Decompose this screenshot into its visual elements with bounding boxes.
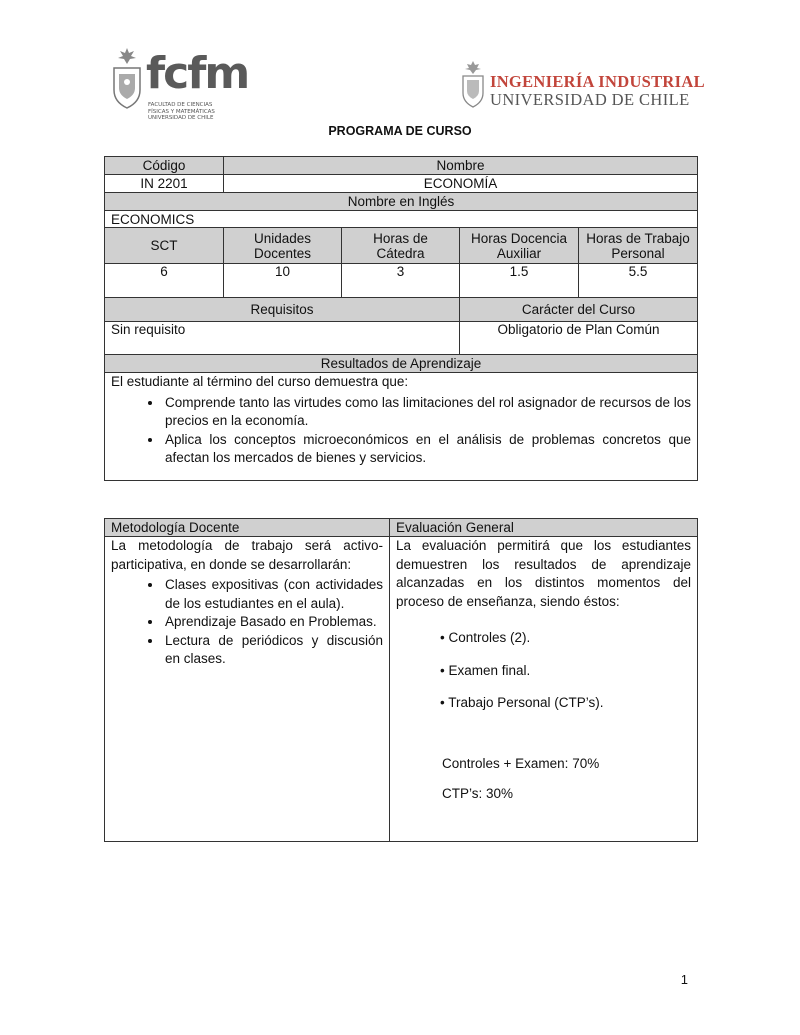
- ii-title: INGENIERÍA INDUSTRIAL: [490, 72, 705, 91]
- ponderacion-controles: Controles + Examen: 70%: [442, 755, 600, 771]
- list-item: • Clases expositivas (con actividades de los estudiantes en el aula).: [163, 576, 383, 613]
- caracter-value: Obligatorio de Plan Común: [460, 322, 698, 355]
- sct-value: 6: [105, 264, 224, 298]
- document-title: PROGRAMA DE CURSO: [328, 124, 472, 138]
- horas-auxiliar-value: 1.5: [460, 264, 579, 298]
- nombre-ingles-label: Nombre en Inglés: [105, 193, 698, 211]
- university-seal-icon: [110, 46, 144, 112]
- evaluacion-label: Evaluación General: [390, 519, 698, 537]
- codigo-label: Código: [105, 157, 224, 175]
- resultados-label: Resultados de Aprendizaje: [105, 355, 698, 373]
- horas-trabajo-value: 5.5: [579, 264, 698, 298]
- resultados-cell: [105, 373, 698, 481]
- unidades-docentes-header: Unidades Docentes: [224, 228, 342, 264]
- metodologia-intro: La metodología de trabajo será activo-participativa, en donde se desarrollarán:: [111, 538, 383, 572]
- list-item: • Comprende tanto las virtudes como las limitaciones del rol asignador de recursos de los precios en la economía.: [163, 394, 691, 431]
- ii-university: UNIVERSIDAD DE CHILE: [490, 90, 690, 109]
- list-item: • Aplica los conceptos microeconómicos en el análisis de problemas concretos que afectan los mercados de bienes y servicios.: [163, 431, 691, 468]
- horas-catedra-header: Horas de Cátedra: [342, 228, 460, 264]
- metodologia-cell: [105, 537, 390, 842]
- nombre-value: ECONOMÍA: [224, 175, 698, 193]
- metodologia-label: Metodología Docente: [105, 519, 390, 537]
- caracter-label: Carácter del Curso: [460, 298, 698, 322]
- ponderacion-ctp: CTP’s: 30%: [442, 786, 514, 801]
- nombre-label: Nombre: [224, 157, 698, 175]
- methodology-table: [104, 518, 698, 842]
- evaluacion-intro: La evaluación permitirá que los estudiantes demuestren los resultados de aprendizaje alcanzadas en los distintos momentos del proceso de enseñanza, siendo éstos:: [396, 538, 691, 609]
- horas-trabajo-header: Horas de Trabajo Personal: [579, 228, 698, 264]
- metodologia-list: [111, 576, 383, 669]
- resultados-list: [111, 394, 691, 468]
- ingenieria-industrial-logo: [460, 60, 705, 110]
- list-item: • Aprendizaje Basado en Problemas.: [163, 613, 383, 632]
- resultados-intro: El estudiante al término del curso demuestra que:: [111, 374, 409, 389]
- course-info-table: [104, 156, 698, 481]
- requisitos-label: Requisitos: [105, 298, 460, 322]
- evaluacion-cell: [390, 537, 698, 842]
- page-number: 1: [680, 972, 688, 987]
- nombre-ingles-value: ECONOMICS: [105, 211, 698, 228]
- university-seal-icon: [460, 60, 486, 108]
- horas-auxiliar-header: Horas Docencia Auxiliar: [460, 228, 579, 264]
- list-item: • Lectura de periódicos y discusión en clases.: [163, 632, 383, 669]
- sct-header: SCT: [105, 228, 224, 264]
- codigo-value: IN 2201: [105, 175, 224, 193]
- evaluacion-item: • Controles (2).: [440, 630, 531, 645]
- fcfm-logo: [110, 44, 249, 124]
- evaluacion-item: • Trabajo Personal (CTP’s).: [440, 695, 604, 710]
- horas-catedra-value: 3: [342, 264, 460, 298]
- fcfm-subtitle: FACULTAD DE CIENCIAS FÍSICAS Y MATEMÁTICAS UNIVERSIDAD DE CHILE: [148, 102, 215, 121]
- requisitos-value: Sin requisito: [105, 322, 460, 355]
- unidades-docentes-value: 10: [224, 264, 342, 298]
- evaluacion-item: • Examen final.: [440, 662, 531, 678]
- fcfm-wordmark: fcfm: [146, 48, 249, 99]
